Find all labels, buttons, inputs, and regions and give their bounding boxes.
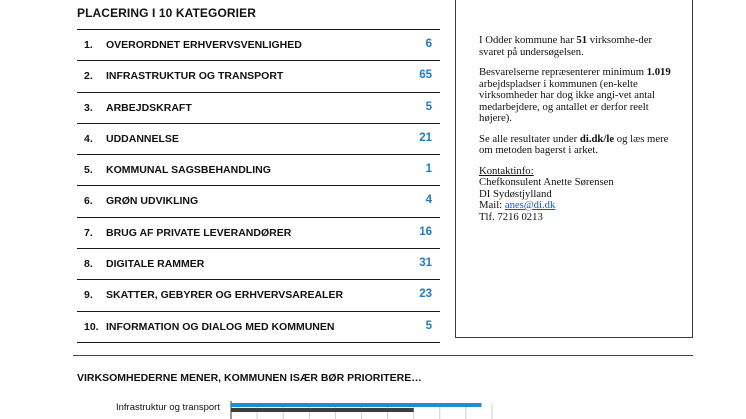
rank-number: 4. xyxy=(84,132,93,145)
rank-label: ARBEJDSKRAFT xyxy=(106,101,192,114)
info-results: Se alle resultater under di.dk/le og læs mere om metoden bagerst i arket. xyxy=(479,132,669,156)
mail-link[interactable]: anes@di.dk xyxy=(504,199,556,211)
rank-number: 8. xyxy=(84,258,93,271)
rank-value: 16 xyxy=(419,225,432,238)
rank-number: 3. xyxy=(84,101,93,114)
rank-label: OVERORDNET ERHVERVSVENLIGHED xyxy=(106,39,302,51)
results-link[interactable]: di.dk/le xyxy=(579,132,615,145)
rank-value: 4 xyxy=(425,194,432,207)
rank-number: 6. xyxy=(84,195,93,208)
rank-value: 5 xyxy=(425,319,432,332)
rank-label: KOMMUNAL SAGSBEHANDLING xyxy=(106,164,271,177)
bar-label: Infrastruktur og transport xyxy=(115,402,220,413)
bar-primary xyxy=(231,403,482,407)
rank-number: 7. xyxy=(84,226,93,239)
rank-value: 31 xyxy=(419,257,432,270)
priority-title: VIRKSOMHEDERNE MENER, KOMMUNEN ISÆR BØR PRIORITERE… xyxy=(77,372,422,384)
rank-value: 65 xyxy=(419,69,432,82)
contact-phone: Tlf. 7216 0213 xyxy=(479,210,543,223)
rank-label: GRØN UDVIKLING xyxy=(106,195,199,208)
rank-label: INFORMATION OG DIALOG MED KOMMUNEN xyxy=(106,320,335,333)
rank-label: SKATTER, GEBYRER OG ERHVERVSAREALER xyxy=(106,289,344,302)
rank-value: 5 xyxy=(425,100,432,113)
bar-secondary xyxy=(231,408,414,412)
contact-heading: Kontaktinfo: xyxy=(479,164,534,177)
rank-value: 23 xyxy=(419,288,432,301)
info-respondents: I Odder kommune har 51 virksomhe-der svaret på undersøgelsen. xyxy=(479,34,653,58)
rank-label: INFRASTRUKTUR OG TRANSPORT xyxy=(106,70,284,83)
info-workplaces: Besvarelserne repræsenterer minimum 1.019 arbejdspladser i kommunen (en-kelte virksomheder har dog ikke angi-vet antal medarbejdere, og antallet er derfor reelt højere). xyxy=(479,66,671,124)
rank-number: 2. xyxy=(84,70,93,83)
contact-name: Chefkonsulent Anette Sørensen xyxy=(479,176,614,188)
rank-value: 6 xyxy=(425,38,432,50)
rank-number: 5. xyxy=(84,164,93,177)
rank-number: 10. xyxy=(84,320,99,333)
section-title: PLACERING I 10 KATEGORIER xyxy=(77,6,256,20)
rank-value: 21 xyxy=(419,131,432,144)
rank-label: UDDANNELSE xyxy=(106,132,179,145)
contact-org: DI Sydøstjylland xyxy=(479,187,552,200)
contact-mail: Mail: anes@di.dk xyxy=(479,199,556,211)
rank-label: BRUG AF PRIVATE LEVERANDØRER xyxy=(106,226,292,239)
rank-number: 1. xyxy=(84,39,93,51)
rank-number: 9. xyxy=(84,289,93,302)
rank-label: DIGITALE RAMMER xyxy=(106,258,205,271)
rank-value: 1 xyxy=(425,163,432,176)
